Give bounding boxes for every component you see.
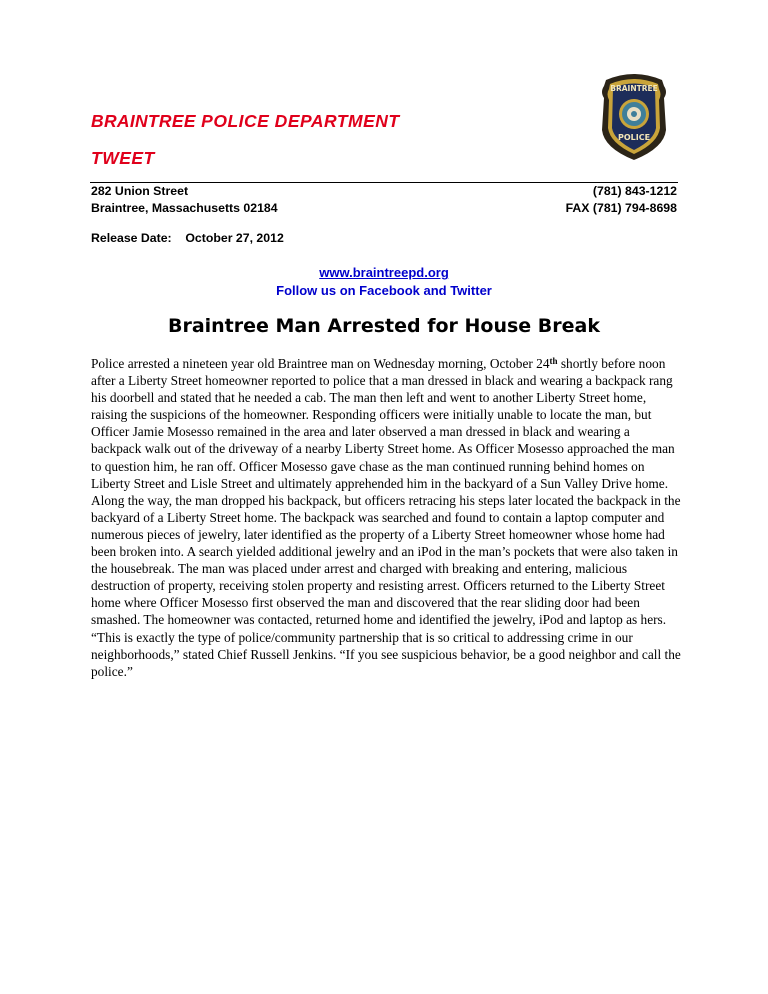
department-name: POLICE DEPARTMENT xyxy=(201,111,400,131)
website-link[interactable]: www.braintreepd.org xyxy=(319,265,449,280)
department-title xyxy=(91,111,400,132)
release-date-value: October 27, 2012 xyxy=(185,231,284,245)
release-date xyxy=(91,231,284,245)
city-state-line: Braintree, Massachusetts 02184 xyxy=(91,201,278,215)
badge-top-text: BRAINTREE xyxy=(610,84,658,93)
fax-line: FAX (781) 794-8698 xyxy=(565,201,677,215)
badge-bottom-text: POLICE xyxy=(617,133,651,142)
phone-numbers xyxy=(566,183,677,217)
street-line: 282 Union Street xyxy=(91,184,189,198)
ordinal-suffix: th xyxy=(549,356,558,366)
links-block xyxy=(90,264,678,300)
doc-type-label: TWEET xyxy=(91,148,155,168)
article-headline: Braintree Man Arrested for House Break xyxy=(167,315,601,337)
org-name: BRAINTREE xyxy=(91,111,196,131)
street-address xyxy=(91,183,278,217)
article-body-part2: shortly before noon after a Liberty Street homeowner reported to police that a man dressed in black and wearing a backpack rang his doorbell and stated that he needed a cab. The man then left and went to another Liberty Street home, raising the suspicions of the homeowner. Responding officers were initially unable to locate the man, but Officer Jamie Mosesso remained in the area and later observed a man dressed in black and wearing a backpack walk out of the driveway of a nearby Liberty Street home. As Officer Mosesso approached the man to question him, he ran off. Officer Mosesso gave chase as the man continued running behind homes on Liberty Street and Lisle Street and ultimately apprehended him in the backyard of a Sun Valley Drive home. Along the way, the man dropped his backpack, but officers retracing his steps later located the backpack in the backyard of a Liberty Street home. The backpack was searched and found to contain a laptop computer and numerous pieces of jewelry, later identified as the property of a Liberty Street homeowner whose home had been broken into. A search yielded additional jewelry and an iPod in the man’s pockets that were also taken in the housebreak. The man was placed under arrest and charged with breaking and entering, malicious destruction of property, receiving stolen property and resisting arrest. Officers returned to the Liberty Street home where Officer Mosesso first observed the man and discovered that the rear sliding door had been smashed. The homeowner was contacted, returned home and identified the jewelry, iPod and laptop as hers. “This is exactly the type of police/community partnership that is so critical to addressing crime in our neighborhoods,” stated Chief Russell Jenkins. “If you see suspicious behavior, be a good neighbor and call the police.” xyxy=(91,356,681,679)
article-body-part1: Police arrested a nineteen year old Braintree man on Wednesday morning, October 24 xyxy=(91,356,550,371)
release-date-label: Release Date: xyxy=(91,231,172,245)
article-body xyxy=(91,355,681,680)
phone-line: (781) 843-1212 xyxy=(592,184,677,198)
social-media-line: Follow us on Facebook and Twitter xyxy=(276,283,492,298)
police-badge-icon xyxy=(598,70,670,162)
